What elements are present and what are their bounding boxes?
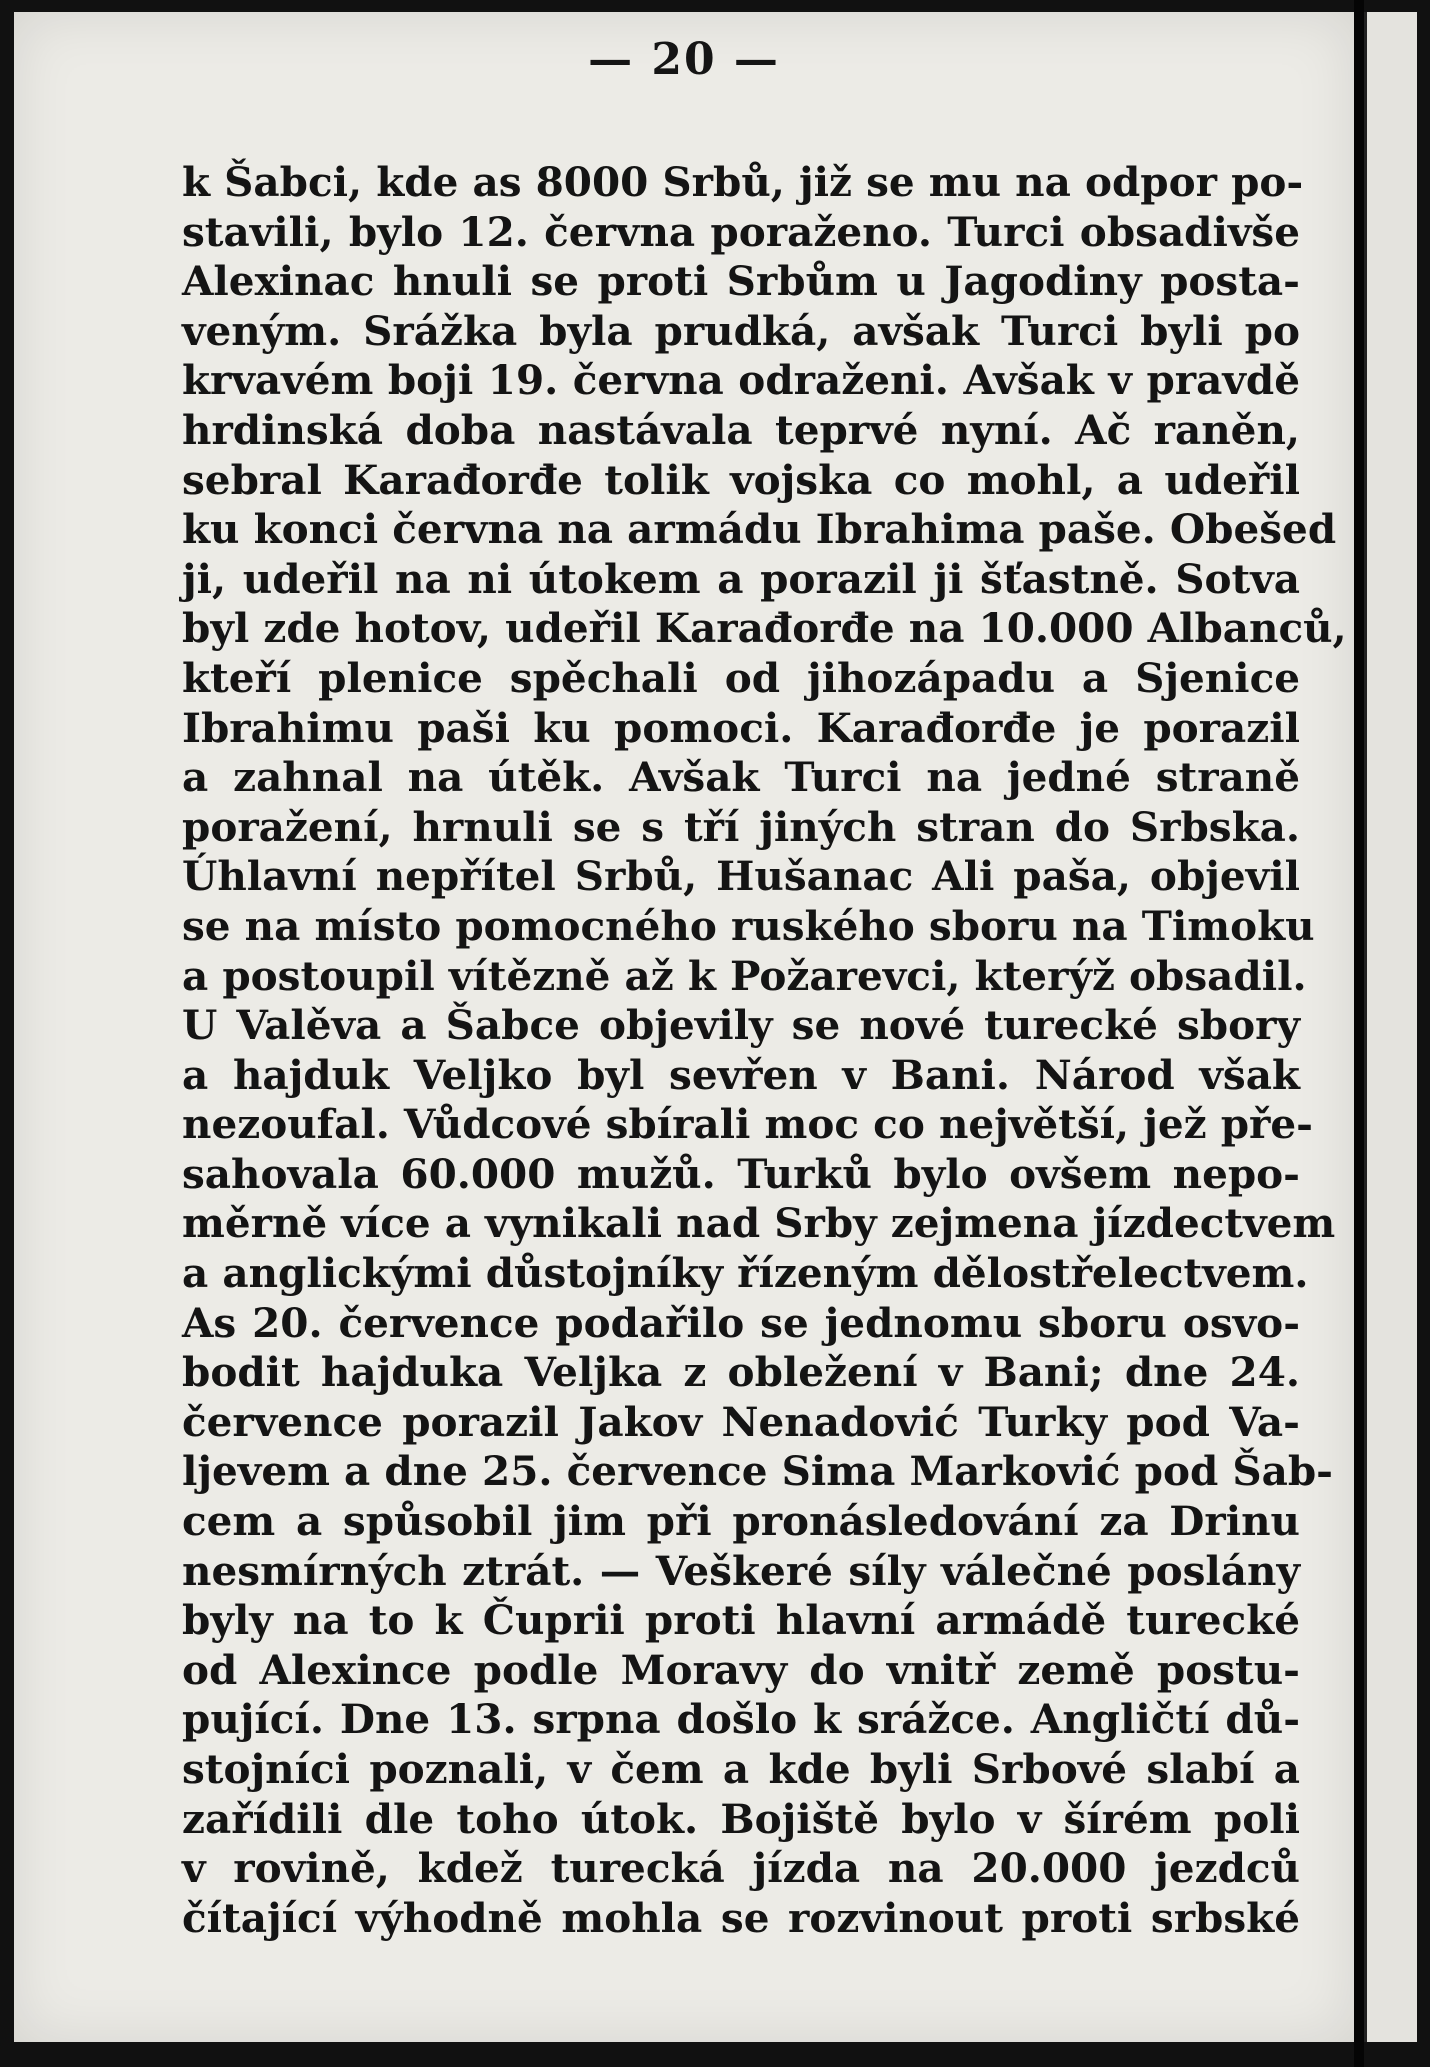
- text-line: a zahnal na útěk. Avšak Turci na jedné straně: [182, 753, 1300, 802]
- text-line: hrdinská doba nastávala teprvé nyní. Ač raněn,: [182, 405, 1300, 454]
- text-line: nezoufal. Vůdcové sbírali moc co největší, jež pře-: [182, 1100, 1313, 1149]
- text-line: cem a spůsobil jim při pronásledování za Drinu: [182, 1497, 1300, 1546]
- text-line: kteří plenice spěchali od jihozápadu a Sjenice: [182, 653, 1300, 702]
- text-line: čítající výhodně mohla se rozvinout proti srbské: [182, 1893, 1300, 1942]
- text-line: poražení, hrnuli se s tří jiných stran do Srbska.: [182, 802, 1300, 851]
- book-page: [14, 12, 1354, 2042]
- text-line: stavili, bylo 12. června poraženo. Turci obsadivše: [182, 207, 1300, 256]
- text-line: a anglickými důstojníky řízeným dělostřelectvem.: [182, 1249, 1309, 1298]
- text-line: Ibrahimu paši ku pomoci. Karađorđe je porazil: [182, 703, 1300, 752]
- body-text: [182, 158, 1347, 1943]
- text-line: stojníci poznali, v čem a kde byli Srbové slabí a: [182, 1745, 1300, 1793]
- adjacent-page-edge: [1364, 12, 1417, 2042]
- text-line: a hajduk Veljko byl sevřen v Bani. Národ však: [182, 1050, 1300, 1099]
- text-line: nesmírných ztrát. — Veškeré síly válečné poslány: [182, 1546, 1300, 1595]
- text-line: pující. Dne 13. srpna došlo k srážce. Angličtí dů-: [182, 1695, 1300, 1744]
- text-line: ku konci června na armádu Ibrahima paše. Obešed: [182, 505, 1337, 554]
- text-line: U Valěva a Šabce objevily se nové turecké sbory: [182, 1001, 1300, 1050]
- page-number-header: — 20 —: [588, 34, 780, 85]
- text-line: od Alexince podle Moravy do vnitř země postu-: [182, 1645, 1300, 1694]
- text-line: zařídili dle toho útok. Bojiště bylo v šírém poli: [182, 1794, 1300, 1843]
- text-line: veným. Srážka byla prudká, avšak Turci byli po: [182, 306, 1300, 355]
- text-line: k Šabci, kde as 8000 Srbů, již se mu na odpor po-: [182, 158, 1304, 206]
- text-line: krvavém boji 19. června odraženi. Avšak v pravdě: [182, 356, 1300, 405]
- text-line: ji, udeřil na ni útokem a porazil ji šťastně. Sotva: [182, 554, 1300, 603]
- text-line: v rovině, kdež turecká jízda na 20.000 jezdců: [182, 1844, 1300, 1893]
- text-line: července porazil Jakov Nenadović Turky pod Va-: [182, 1397, 1300, 1446]
- text-line: bodit hajduka Veljka z obležení v Bani; dne 24.: [182, 1348, 1300, 1397]
- text-line: Úhlavní nepřítel Srbů, Hušanac Ali paša, objevil: [182, 852, 1300, 901]
- text-line: ljevem a dne 25. července Sima Marković pod Šab-: [182, 1447, 1333, 1496]
- text-line: Alexinac hnuli se proti Srbům u Jagodiny posta-: [182, 257, 1300, 306]
- text-line: měrně více a vynikali nad Srby zejmena jízdectvem: [182, 1199, 1336, 1248]
- text-line: byl zde hotov, udeřil Karađorđe na 10.000 Albanců,: [182, 604, 1347, 653]
- text-line: a postoupil vítězně až k Požarevci, kterýž obsadil.: [182, 951, 1307, 1000]
- text-line: sebral Karađorđe tolik vojska co mohl, a udeřil: [182, 455, 1300, 504]
- text-line: se na místo pomocného ruského sboru na Timoku: [182, 901, 1315, 950]
- page-gutter-shadow: [1354, 0, 1364, 2067]
- text-line: As 20. července podařilo se jednomu sboru osvo-: [182, 1298, 1300, 1347]
- text-line: byly na to k Čuprii proti hlavní armádě turecké: [182, 1596, 1300, 1645]
- text-line: sahovala 60.000 mužů. Turků bylo ovšem nepo-: [182, 1149, 1300, 1198]
